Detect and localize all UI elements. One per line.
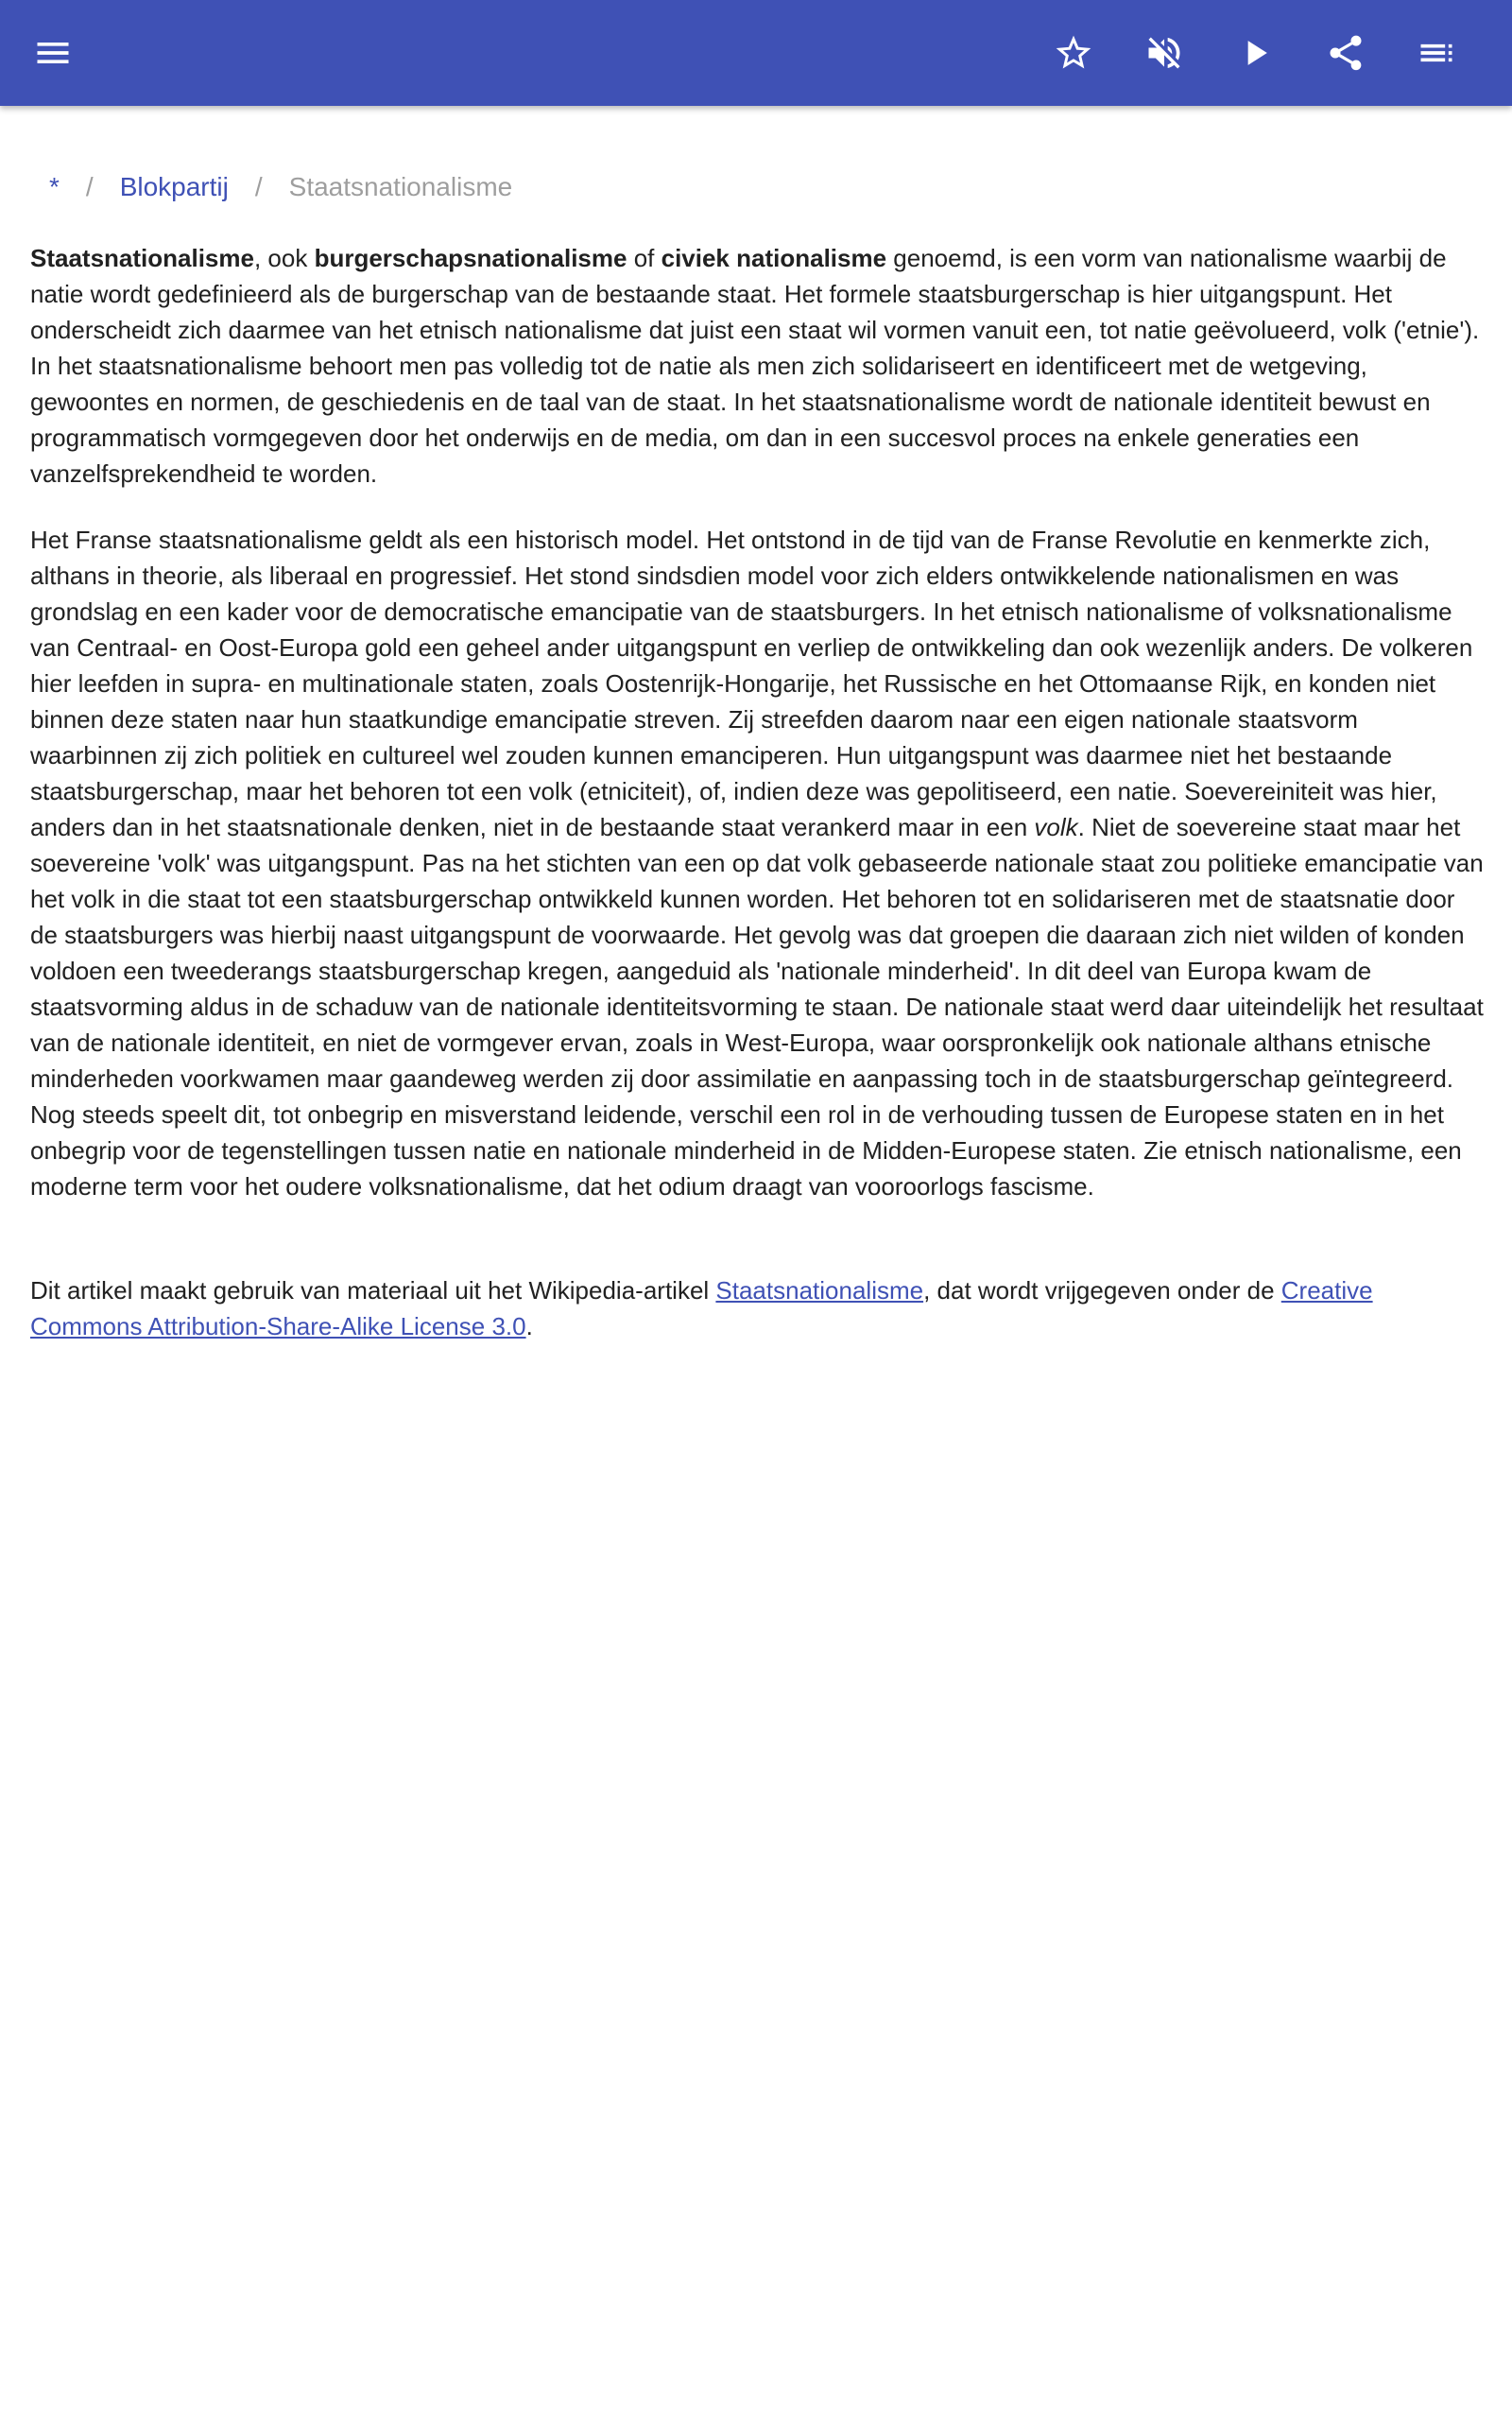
text: . Niet de soevereine staat maar het soevereine 'volk' was uitgangspunt. Pas na het stichten van een op dat volk gebaseerde nationale staat zou politieke emancipatie van het volk in die staat tot een staatsburgerschap ontwikkeld kunnen worden. Het behoren tot en solidariseren met de staatsnatie door de staatsburgers was hierbij naast uitgangspunt de voorwaarde. Het gevolg was dat groepen die daaraan zich niet wilden of konden voldoen een tweederangs staatsburgerschap kregen, aangeduid als 'nationale minderheid'. In dit deel van Europa kwam de staatsvorming aldus in de schaduw van de nationale identiteitsvorming te staan. De nationale staat werd daar uiteindelijk het resultaat van de nationale identiteit, en niet de vormgever ervan, zoals in West-Europa, waar oorspronkelijk ook nationale althans etnische minderheden voorkwamen maar gaandeweg werden zij door assimilatie en aanpassing toch in de staatsburgerschap geïntegreerd. Nog steeds speelt dit, tot onbegrip en misverstand leidende, verschil een rol in de verhouding tussen de Europese staten en in het onbegrip voor de tegenstellingen tussen natie en nationale minderheid in de Midden-Europese staten. Zie etnisch nationalisme, een moderne term voor het oudere volksnationalisme, dat het odium draagt van vooroorlogs fascisme.: [30, 813, 1484, 1201]
wikipedia-article-link[interactable]: Staatsnationalisme: [715, 1276, 924, 1305]
breadcrumb-current: Staatsnationalisme: [288, 172, 513, 201]
star-outline-icon: [1053, 32, 1094, 74]
text: Dit artikel maakt gebruik van materiaal uit het Wikipedia-artikel: [30, 1276, 716, 1305]
play-button[interactable]: [1228, 26, 1281, 79]
term-bold: Staatsnationalisme: [30, 244, 254, 272]
text: of: [627, 244, 662, 272]
volume-off-icon: [1143, 32, 1185, 74]
article-body: [30, 240, 1486, 1374]
app-bar: [0, 0, 1512, 106]
menu-icon: [32, 32, 74, 74]
play-icon: [1234, 32, 1276, 74]
license-note: [30, 1272, 1486, 1344]
article-paragraph: [30, 522, 1486, 1204]
text: genoemd, is een vorm van nationalisme waarbij de natie wordt gedefinieerd als de burgerschap van de bestaande staat. Het formele staatsburgerschap is hier uitgangspunt. Het onderscheidt zich daarmee van het etnisch nationalisme dat juist een staat wil vormen vanuit een, tot natie geëvolueerd, volk ('etnie'). In het staatsnationalisme behoort men pas volledig tot de natie als men zich solidariseert en identificeert met de wetgeving, gewoontes en normen, de geschiedenis en de taal van de staat. In het staatsnationalisme wordt de nationale identiteit bewust en programmatisch vormgegeven door het onderwijs en de media, om dan in een succesvol proces na enkele generaties een vanzelfsprekendheid te worden.: [30, 244, 1480, 488]
share-icon: [1325, 32, 1366, 74]
share-button[interactable]: [1319, 26, 1372, 79]
term-bold: civiek nationalisme: [661, 244, 887, 272]
breadcrumb: [49, 168, 512, 206]
table-of-contents-button[interactable]: [1410, 26, 1463, 79]
breadcrumb-home-link[interactable]: *: [49, 172, 60, 201]
text: , dat wordt vrijgegeven onder de: [923, 1276, 1281, 1305]
breadcrumb-separator: /: [254, 172, 263, 201]
article-paragraph: [30, 240, 1486, 492]
term-bold: burgerschapsnationalisme: [314, 244, 627, 272]
text: Het Franse staatsnationalisme geldt als een historisch model. Het ontstond in de tijd van de Franse Revolutie en kenmerkte zich, althans in theorie, als liberaal en progressief. Het stond sindsdien model voor zich elders ontwikkelende nationalismen en was grondslag en een kader voor de democratische emancipatie van de staatsburgers. In het etnisch nationalisme of volksnationalisme van Centraal- en Oost-Europa gold een geheel ander uitgangspunt en verliep de ontwikkeling dan ook wezenlijk anders. De volkeren hier leefden in supra- en multinationale staten, zoals Oostenrijk-Hongarije, het Russische en het Ottomaanse Rijk, en konden niet binnen deze staten naar hun staatkundige emancipatie streven. Zij streefden daarom naar een eigen nationale staatsvorm waarbinnen zij zich politiek en cultureel wel zouden kunnen emanciperen. Hun uitgangspunt was daarmee niet het bestaande staatsburgerschap, maar het behoren tot een volk (etniciteit), of, indien deze was gepolitiseerd, een natie. Soevereiniteit was hier, anders dan in het staatsnationale denken, niet in de bestaande staat verankerd maar in een: [30, 526, 1473, 841]
breadcrumb-separator: /: [85, 172, 94, 201]
mute-button[interactable]: [1138, 26, 1191, 79]
toc-icon: [1416, 32, 1457, 74]
term-italic: volk: [1034, 813, 1078, 841]
text: , ook: [253, 244, 315, 272]
license-link[interactable]: Creative Commons Attribution-Share-Alike License 3.0: [30, 1276, 1373, 1340]
menu-button[interactable]: [26, 26, 79, 79]
text: .: [525, 1312, 533, 1340]
bookmark-button[interactable]: [1047, 26, 1100, 79]
breadcrumb-parent-link[interactable]: Blokpartij: [119, 172, 229, 201]
